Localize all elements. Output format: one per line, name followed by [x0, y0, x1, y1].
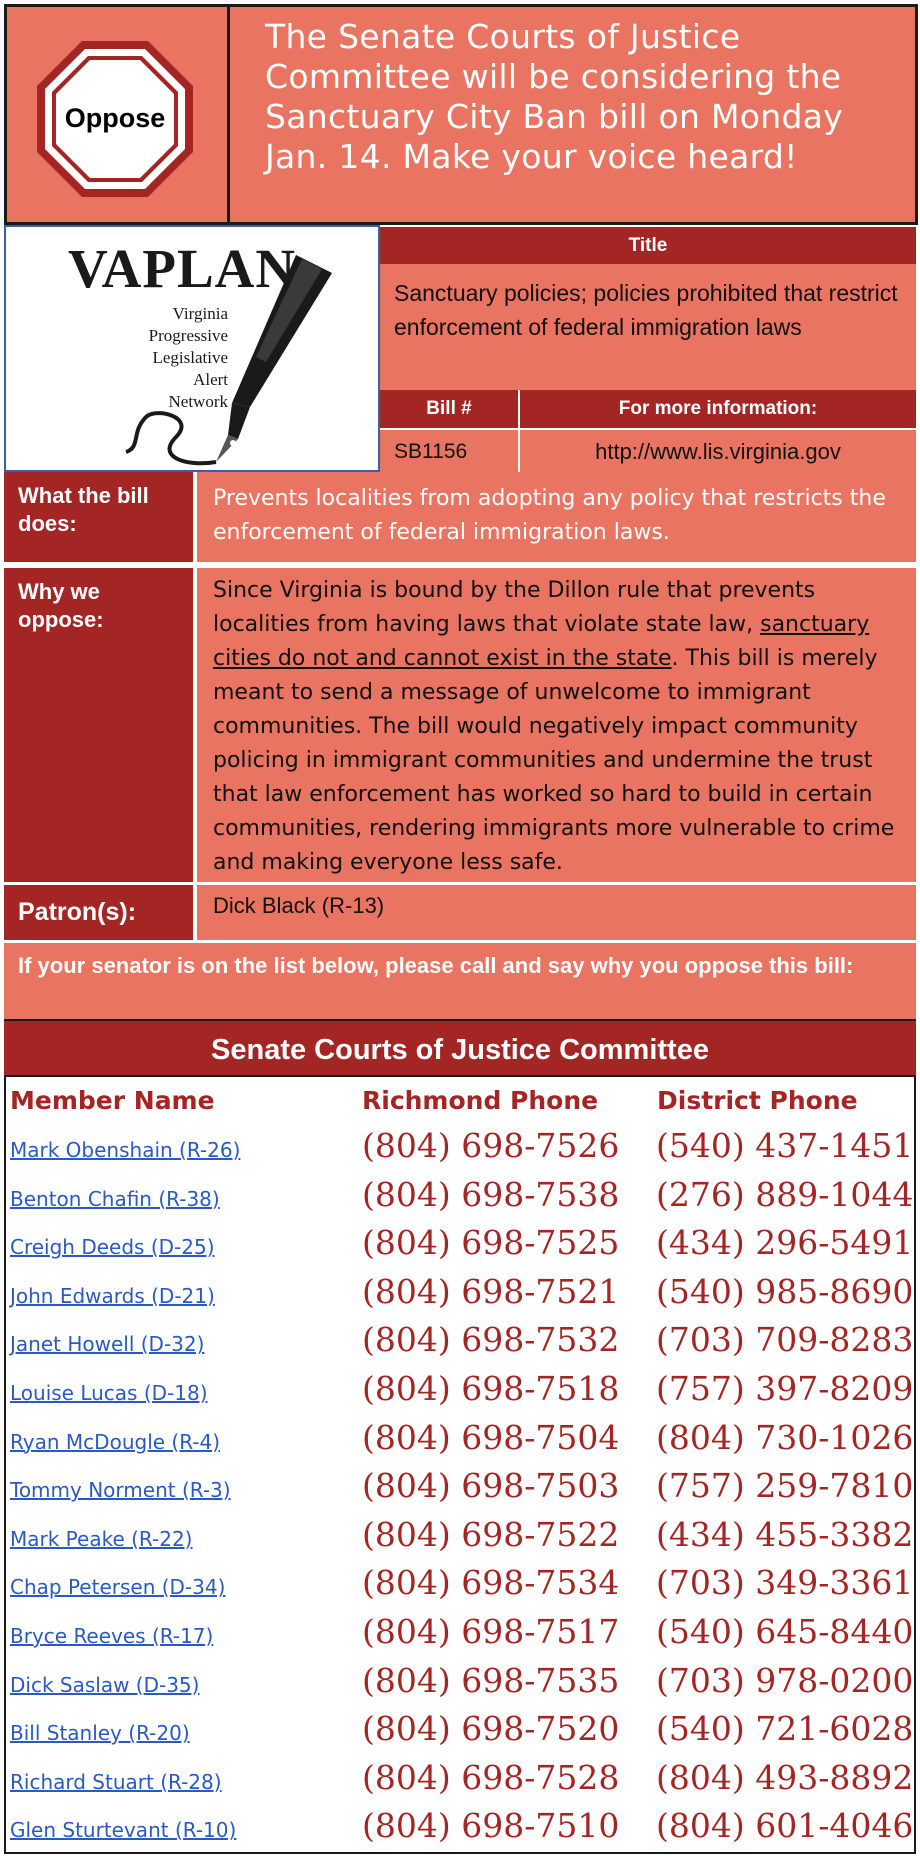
more-info-header: For more information:	[520, 390, 916, 428]
member-link[interactable]: Benton Chafin (R-38)	[10, 1186, 220, 1211]
richmond-phone: (804) 698-7518	[362, 1368, 620, 1408]
bill-title: Sanctuary policies; policies prohibited that restrict enforcement of federal immigration laws	[380, 264, 916, 390]
member-link[interactable]: John Edwards (D-21)	[10, 1283, 215, 1308]
patron-value: Dick Black (R-13)	[197, 885, 916, 940]
district-phone: (434) 296-5491	[656, 1223, 914, 1263]
richmond-phone: (804) 698-7538	[362, 1174, 620, 1214]
table-row	[4, 1707, 916, 1756]
richmond-phone: (804) 698-7534	[362, 1563, 620, 1603]
committee-title: Senate Courts of Justice Committee	[4, 1019, 916, 1077]
what-label: What the bill does:	[4, 472, 197, 562]
logo-line: Progressive	[148, 326, 228, 345]
table-row	[4, 1659, 916, 1708]
member-link[interactable]: Ryan McDougle (R-4)	[10, 1429, 221, 1454]
richmond-phone: (804) 698-7504	[362, 1417, 620, 1457]
why-text-part: Since Virginia is bound by the Dillon rule that prevents localities from having laws that violate state law,	[213, 578, 816, 637]
why-label: Why we oppose:	[4, 568, 197, 882]
why-text-underlined: sanctuary cities do not and cannot exist in the state	[213, 612, 870, 671]
table-row	[4, 1270, 916, 1319]
member-link[interactable]: Bryce Reeves (R-17)	[10, 1623, 214, 1648]
district-phone: (703) 349-3361	[656, 1563, 914, 1603]
member-link[interactable]: Tommy Norment (R-3)	[10, 1478, 231, 1503]
table-row	[4, 1318, 916, 1367]
table-row	[4, 1610, 916, 1659]
member-link[interactable]: Dick Saslaw (D-35)	[10, 1672, 200, 1697]
member-link[interactable]: Janet Howell (D-32)	[10, 1332, 205, 1357]
district-phone: (540) 985-8690	[656, 1271, 914, 1311]
district-phone: (540) 437-1451	[656, 1126, 914, 1165]
district-phone: (434) 455-3382	[656, 1514, 914, 1554]
richmond-phone: (804) 698-7528	[362, 1757, 620, 1797]
district-phone: (804) 493-8892	[656, 1757, 914, 1797]
member-link[interactable]: Creigh Deeds (D-25)	[10, 1235, 215, 1260]
table-row	[4, 1124, 916, 1173]
column-header-richmond: Richmond Phone	[362, 1086, 599, 1115]
richmond-phone: (804) 698-7510	[362, 1806, 620, 1846]
logo-line: Virginia	[172, 304, 228, 323]
column-header-name: Member Name	[10, 1086, 215, 1115]
table-row	[4, 1804, 916, 1853]
richmond-phone: (804) 698-7526	[362, 1126, 620, 1165]
why-text	[197, 568, 916, 882]
richmond-phone: (804) 698-7525	[362, 1223, 620, 1263]
logo-line: Legislative	[152, 348, 228, 367]
patron-label: Patron(s):	[4, 885, 197, 940]
header-banner	[4, 4, 918, 225]
district-phone: (757) 259-7810	[656, 1466, 914, 1506]
header-message: The Senate Courts of Justice Committee will be considering the Sanctuary City Ban bill on Monday Jan. 14. Make your voice heard!	[265, 17, 844, 176]
table-row	[4, 1464, 916, 1513]
member-link[interactable]: Mark Peake (R-22)	[10, 1526, 193, 1551]
member-link[interactable]: Louise Lucas (D-18)	[10, 1380, 208, 1405]
richmond-phone: (804) 698-7522	[362, 1514, 620, 1554]
member-rows	[4, 1124, 916, 1853]
logo-line: Alert	[193, 370, 228, 389]
richmond-phone: (804) 698-7517	[362, 1611, 620, 1651]
district-phone: (804) 730-1026	[656, 1417, 914, 1457]
logo-subtitle	[98, 303, 228, 413]
column-header-district: District Phone	[657, 1086, 858, 1115]
district-phone: (703) 978-0200	[656, 1660, 914, 1700]
header-divider	[227, 7, 230, 222]
richmond-phone: (804) 698-7532	[362, 1320, 620, 1360]
table-row	[4, 1513, 916, 1562]
table-row	[4, 1367, 916, 1416]
richmond-phone: (804) 698-7520	[362, 1709, 620, 1749]
district-phone: (757) 397-8209	[656, 1368, 914, 1408]
district-phone: (804) 601-4046	[656, 1806, 914, 1846]
bill-number-header: Bill #	[380, 390, 520, 428]
oppose-label: Oppose	[64, 103, 166, 133]
logo-wordmark: VAPLAN	[68, 238, 297, 299]
why-text-part: . This bill is merely meant to send a message of unwelcome to immigrant communities. The bill would negatively impact community policing in immigrant communities and undermine the trust that law enforcement has worked so hard to build in certain communities, rendering immigrants more vulnerable to crime and making everyone less safe.	[213, 646, 895, 875]
district-phone: (540) 645-8440	[656, 1611, 914, 1651]
bill-number: SB1156	[380, 428, 520, 472]
richmond-phone: (804) 698-7521	[362, 1271, 620, 1311]
table-row	[4, 1561, 916, 1610]
logo-line: Network	[168, 392, 228, 411]
member-link[interactable]: Chap Petersen (D-34)	[10, 1575, 226, 1600]
member-link[interactable]: Glen Sturtevant (R-10)	[10, 1818, 237, 1843]
table-row	[4, 1173, 916, 1222]
district-phone: (276) 889-1044	[656, 1174, 914, 1214]
member-link[interactable]: Richard Stuart (R-28)	[10, 1769, 222, 1794]
call-to-action: If your senator is on the list below, please call and say why you oppose this bill:	[4, 943, 916, 1019]
richmond-phone: (804) 698-7535	[362, 1660, 620, 1700]
district-phone: (540) 721-6028	[656, 1709, 914, 1749]
vaplan-logo	[4, 225, 380, 472]
richmond-phone: (804) 698-7503	[362, 1466, 620, 1506]
member-link[interactable]: Mark Obenshain (R-26)	[10, 1138, 241, 1162]
member-link[interactable]: Bill Stanley (R-20)	[10, 1721, 190, 1746]
table-row	[4, 1416, 916, 1465]
district-phone: (703) 709-8283	[656, 1320, 914, 1360]
what-text: Prevents localities from adopting any policy that restricts the enforcement of federal immigration laws.	[197, 472, 916, 562]
title-header: Title	[380, 227, 916, 264]
table-row	[4, 1756, 916, 1805]
table-row	[4, 1221, 916, 1270]
more-info-url[interactable]: http://www.lis.virginia.gov	[520, 428, 916, 472]
